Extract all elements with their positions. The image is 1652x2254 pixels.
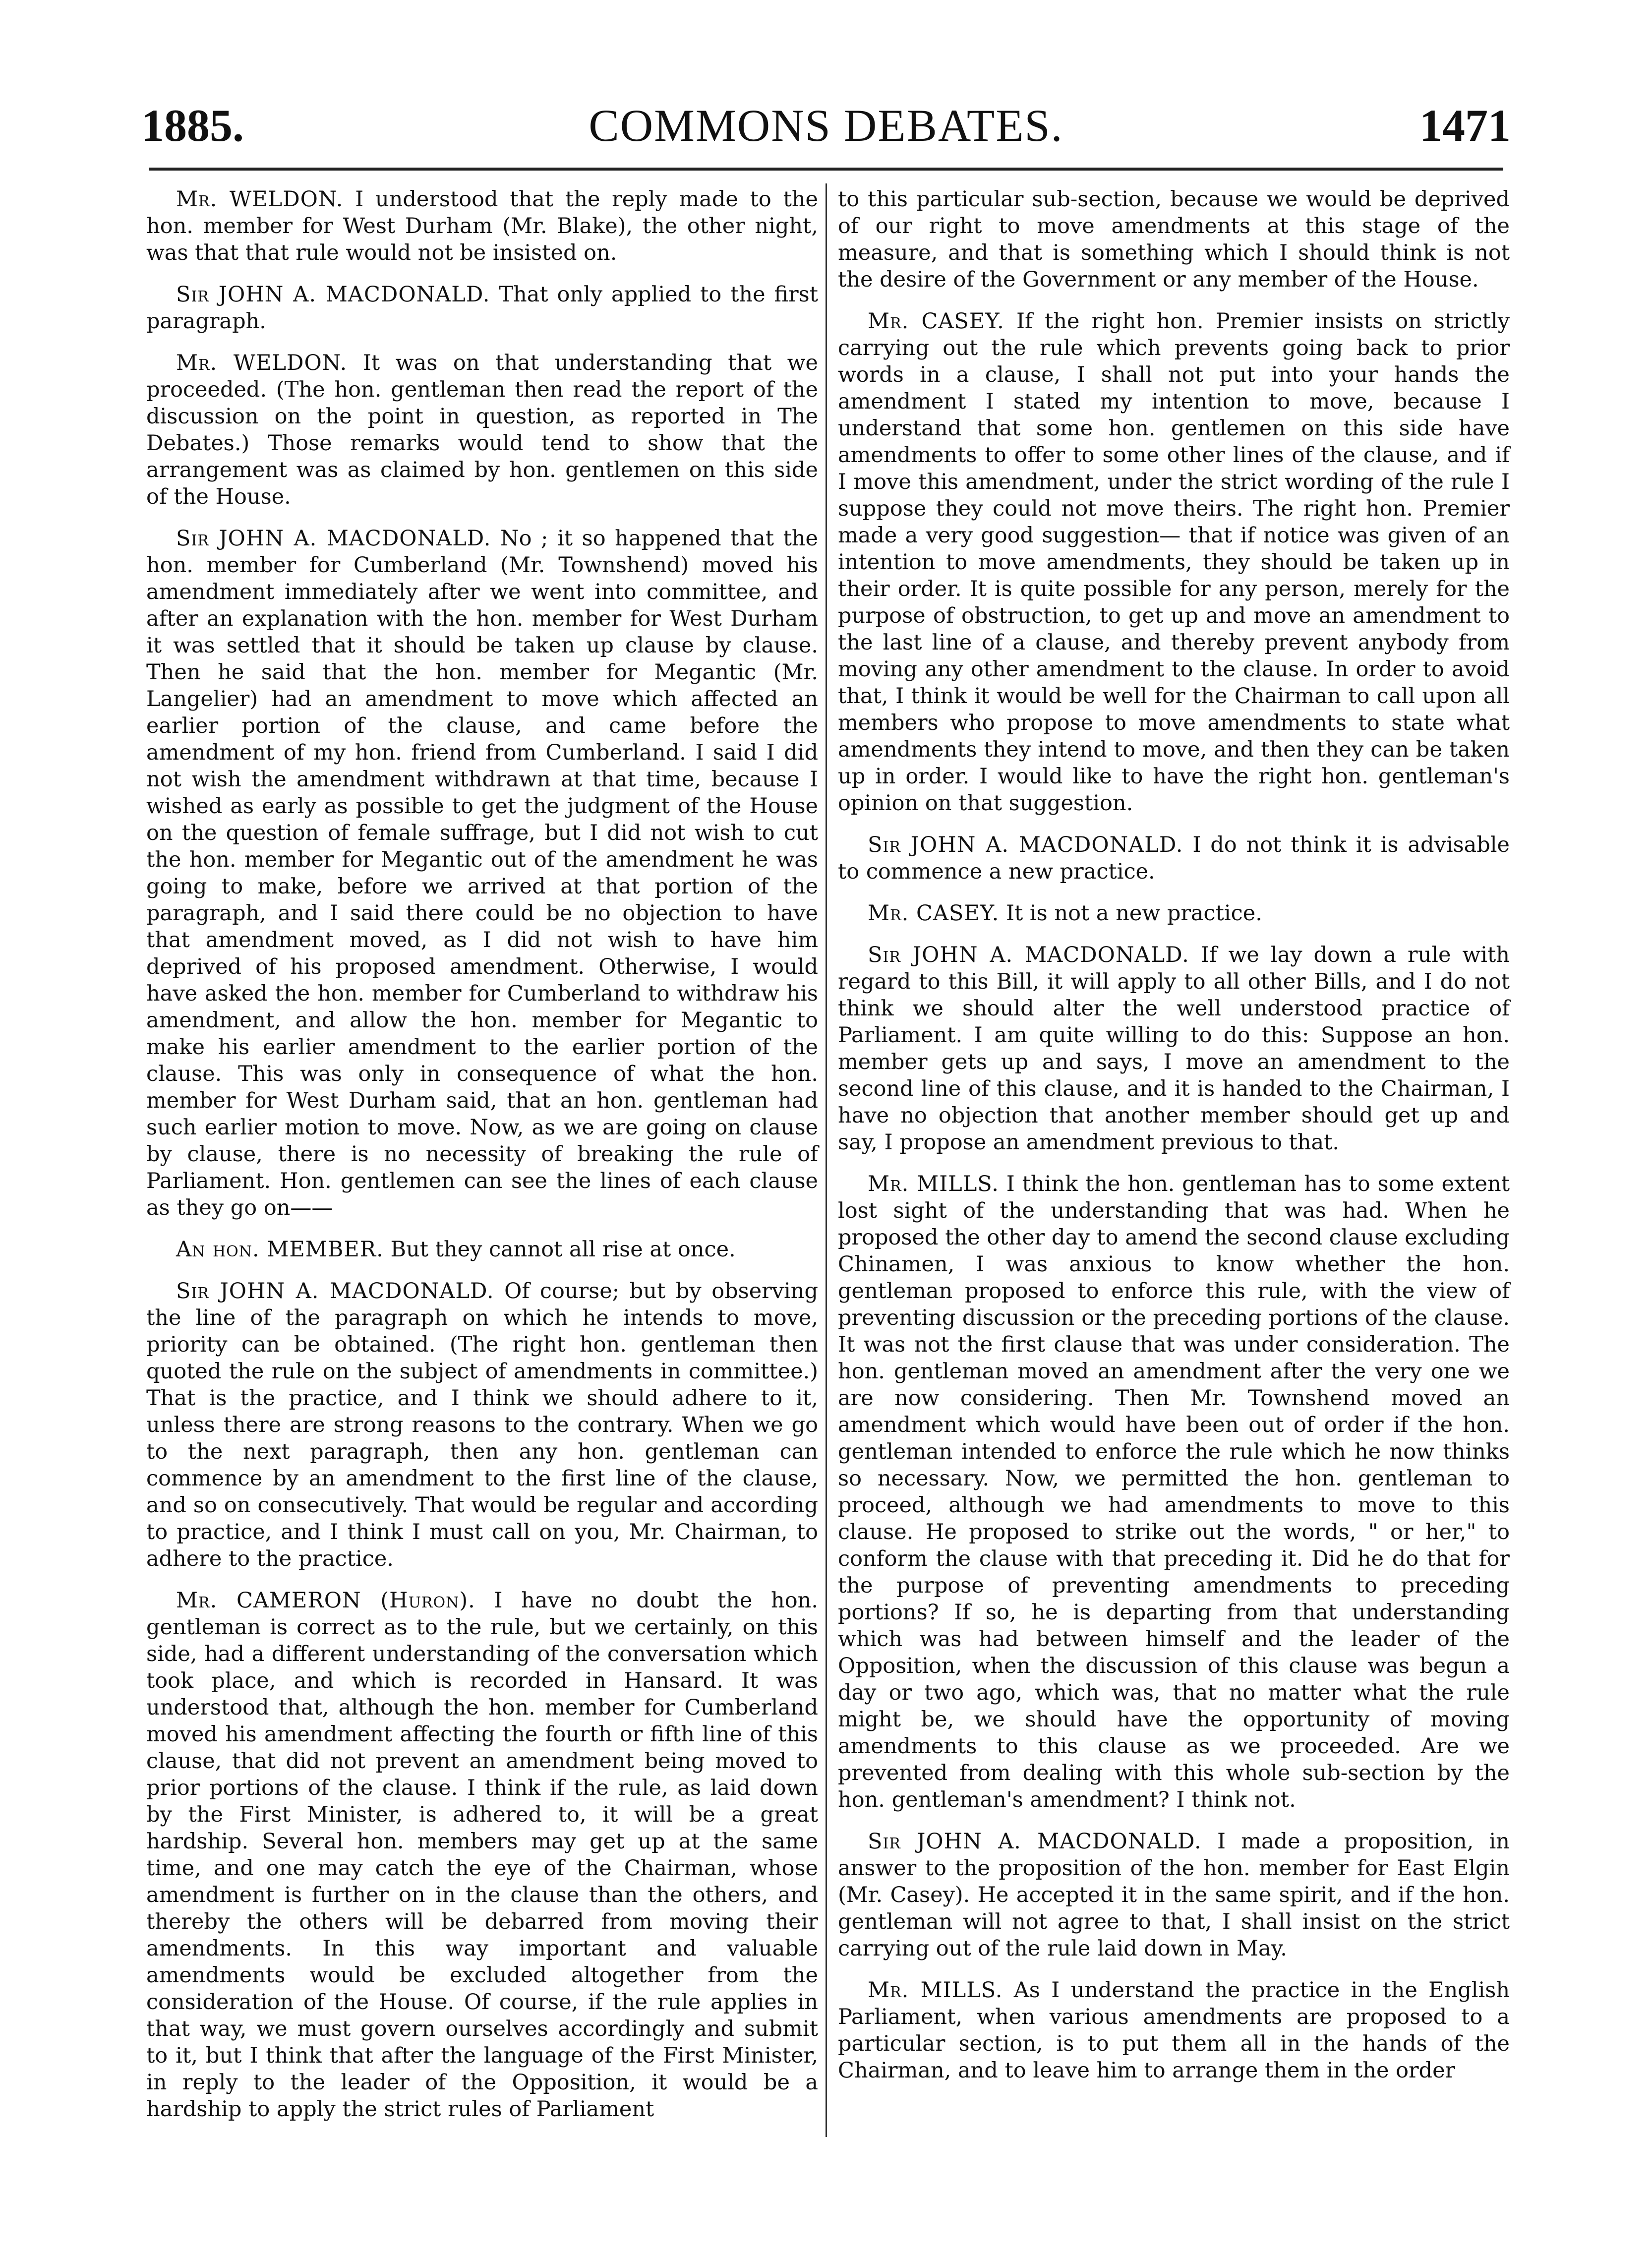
speech: It is not a new practice. (1005, 901, 1262, 926)
paragraph (146, 350, 818, 510)
speech: I understood that the reply made to the hon. member for West Durham (Mr. Blake), the other night, was that that rule would not be insisted on. (146, 187, 818, 265)
speaker: Mr. CAMERON (Huron). (176, 1588, 475, 1613)
speaker: Sir JOHN A. MACDONALD. (176, 282, 490, 307)
paragraph (838, 308, 1510, 817)
speech: That only applied to the first paragraph. (146, 282, 818, 334)
speaker: Sir JOHN A. MACDONALD. (868, 1829, 1202, 1854)
speech: If we lay down a rule with regard to this Bill, it will apply to all other Bills, and I do not think we should alter the well understood practice of Parliament. I am quite willing to do this: Suppose an hon. member gets up and says, I move an amendment to the second line of this clause, and it is handed to the Chairman, I have no objection that another member should get up and say, I propose an amendment previous to that. (838, 943, 1510, 1155)
speaker: Mr. MILLS. (868, 1978, 1003, 2003)
speech: I do not think it is advisable to commence a new practice. (838, 832, 1510, 884)
paragraph (838, 1171, 1510, 1813)
speech: It was on that understanding that we proceeded. (The hon. gentleman then read the report of the discussion on the point in question, as reported in The Debates.) Those remarks would tend to show that the arrangement was as claimed by hon. gentlemen on this side of the House. (146, 351, 818, 509)
speech: to this particular sub-section, because we would be deprived of our right to move amendments at this stage of the measure, and that is something which I should think is not the desire of the Government or any member of the House. (838, 187, 1510, 292)
speaker: Sir JOHN A. MACDONALD. (176, 526, 491, 551)
speaker: Mr. MILLS. (868, 1172, 999, 1196)
paragraph (146, 281, 818, 335)
header-title: COMMONS DEBATES. (589, 100, 1063, 151)
speaker: Mr. WELDON. (176, 351, 348, 375)
speaker: Sir JOHN A. MACDONALD. (868, 943, 1189, 967)
page-number: 1471 (1419, 100, 1511, 151)
header-year: 1885. (141, 100, 244, 151)
speaker: Mr. CASEY. (868, 901, 1000, 926)
paragraph (838, 831, 1510, 885)
speech: I made a proposition, in answer to the proposition of the hon. member for East Elgin (Mr. Casey). He accepted it in the same spirit, and if the hon. gentleman will not agree to that, I shall insist on the strict carrying out of the rule laid down in May. (838, 1829, 1510, 1961)
page-header (141, 99, 1511, 169)
paragraph (146, 1278, 818, 1572)
speaker: Mr. WELDON. (176, 187, 344, 212)
column-right (838, 186, 1510, 2099)
paragraph (146, 525, 818, 1221)
speaker: An hon. MEMBER. (176, 1237, 384, 1262)
speech: No ; it so happened that the hon. member for Cumberland (Mr. Townshend) moved his amendment immediately after we went into committee, and after an explanation with the hon. member for West Durham it was settled that it should be taken up clause by clause. Then he said that the hon. member for Megantic (Mr. Langelier) had an amendment to move which affected an earlier portion of the clause, and came before the amendment of my hon. friend from Cumberland. I said I did not wish the amendment withdrawn at that time, because I wished as early as possible to get the judgment of the House on the question of female suffrage, but I did not wish to cut the hon. member for Megantic out of the amendment he was going to make, before we arrived at that portion of the paragraph, and I said there could be no objection to have that amendment moved, as I did not wish to have him deprived of his proposed amendment. Otherwise, I would have asked the hon. member for Cumberland to withdraw his amendment, and allow the hon. member for Megantic to make his earlier amendment to the earlier portion of the clause. This was only in consequence of what the hon. member for West Durham said, that an hon. gentleman had such earlier motion to move. Now, as we are going on clause by clause, there is no necessity of breaking the rule of Parliament. Hon. gentlemen can see the lines of each clause as they go on—— (146, 526, 819, 1220)
speaker: Sir JOHN A. MACDONALD. (176, 1279, 494, 1304)
paragraph (146, 1587, 818, 2123)
paragraph (838, 942, 1510, 1156)
speaker: Sir JOHN A. MACDONALD. (868, 832, 1183, 857)
speaker: Mr. CASEY. (868, 309, 1004, 334)
column-left (146, 186, 818, 2137)
column-divider (826, 183, 827, 2137)
speech: Of course; but by observing the line of the paragraph on which he intends to move, priority can be obtained. (The right hon. gentleman then quoted the rule on the subject of amendments in committee.) That is the practice, and I think we should adhere to it, unless there are strong reasons to the contrary. When we go to the next paragraph, then any hon. gentleman can commence by an amendment to the first line of the clause, and so on consecutively. That would be regular and according to practice, and I think I must call on you, Mr. Chairman, to adhere to the practice. (146, 1279, 818, 1571)
header-rule (149, 168, 1503, 171)
speech: If the right hon. Premier insists on strictly carrying out the rule which prevents going back to prior words in a clause, I shall not put into your hands the amendment I stated my intention to move, because I understand that some hon. gentlemen on this side have amendments to offer to some other lines of the clause, and if I move this amendment, under the strict wording of the rule I suppose they could not move theirs. The right hon. Premier made a very good suggestion— that if notice was given of an intention to move amendments, they should be taken up in their order. It is quite possible for any person, merely for the purpose of obstruction, to get up and move an amendment to the last line of a clause, and thereby prevent anybody from moving any other amendment to the clause. In order to avoid that, I think it would be well for the Chairman to call upon all members who propose to move amendments to state what amendments they intend to move, and then they can be taken up in order. I would like to have the right hon. gentleman's opinion on that suggestion. (838, 309, 1510, 816)
paragraph (146, 186, 818, 266)
paragraph (838, 186, 1510, 293)
speech: As I understand the practice in the English Parliament, when various amendments are proposed to a particular section, is to put them all in the hands of the Chairman, and to leave him to arrange them in the order (838, 1978, 1510, 2083)
paragraph (838, 1977, 1510, 2084)
speech: I think the hon. gentleman has to some extent lost sight of the understanding that was had. When he proposed the other day to amend the second clause excluding Chinamen, I was anxious to know whether the hon. gentleman proposed to enforce this rule, with the view of preventing discussion or the preceding portions of the clause. It was not the first clause that was under consideration. The hon. gentleman moved an amendment after the very one we are now considering. Then Mr. Townshend moved an amendment which would have been out of order if the hon. gentleman intended to enforce the rule which he now thinks so necessary. Now, we permitted the hon. gentleman to proceed, although we had amendments to move to this clause. He proposed to strike out the words, " or her," to conform the clause with that preceding it. Did he do that for the purpose of preventing amendments to preceding portions? If so, he is departing from that understanding which was had between himself and the leader of the Opposition, when the discussion of this clause was begun a day or two ago, which was, that no matter what the rule might be, we should have the opportunity of moving amendments to this clause as we proceeded. Are we prevented from dealing with this whole sub-section by the hon. gentleman's amendment? I think not. (838, 1172, 1510, 1812)
paragraph (838, 1828, 1510, 1962)
paragraph (838, 900, 1510, 927)
paragraph (146, 1236, 818, 1263)
speech: But they cannot all rise at once. (390, 1237, 736, 1262)
speech: I have no doubt the hon. gentleman is correct as to the rule, but we certainly, on this side, had a different understanding of the conversation which took place, and which is recorded in Hansard. It was understood that, although the hon. member for Cumberland moved his amendment affecting the fourth or fifth line of this clause, that did not prevent an amendment being moved to prior portions of the clause. I think if the rule, as laid down by the First Minister, is adhered to, it will be a great hardship. Several hon. members may get up at the same time, and one may catch the eye of the Chairman, whose amendment is further on in the clause than the others, and thereby the others will be debarred from moving their amendments. In this way important and valuable amendments would be excluded altogether from the consideration of the House. Of course, if the rule applies in that way, we must govern ourselves accordingly and submit to it, but I think that after the language of the First Minister, in reply to the leader of the Opposition, it would be a hardship to apply the strict rules of Parliament (146, 1588, 818, 2122)
